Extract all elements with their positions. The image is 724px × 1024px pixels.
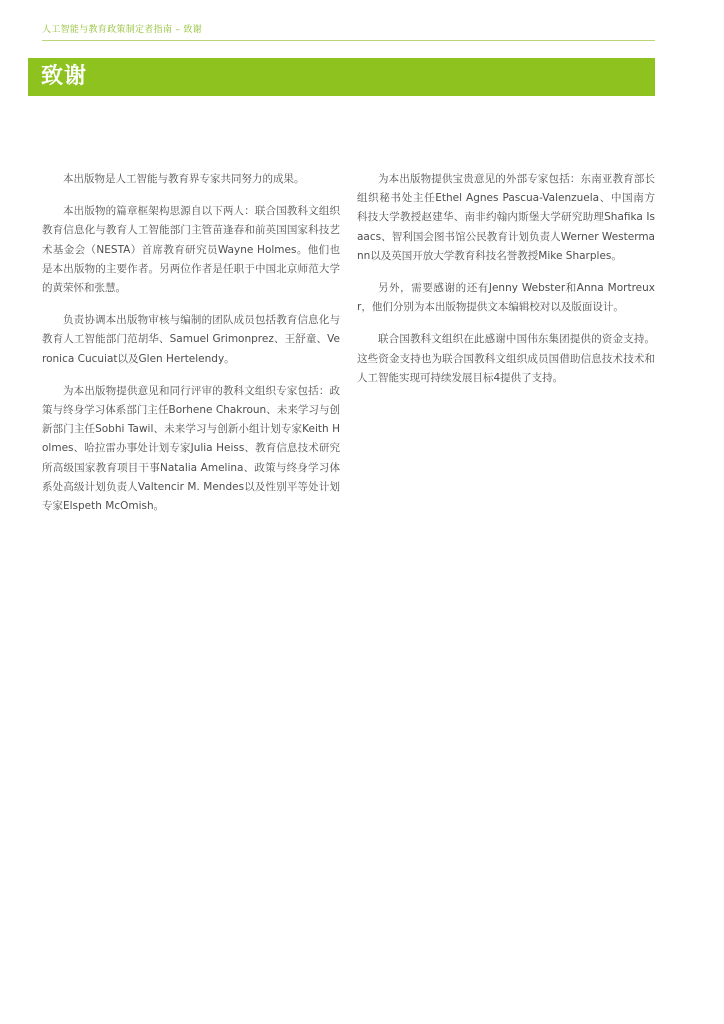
header-divider	[42, 40, 655, 41]
paragraph: 联合国教科文组织在此感谢中国伟东集团提供的资金支持。这些资金支持也为联合国教科文组织成员国借助信息技术技术和人工智能实现可持续发展目标4提供了支持。	[357, 333, 655, 384]
paragraph: 本出版物是人工智能与教育界专家共同努力的成果。	[63, 173, 305, 185]
paragraph: 为本出版物提供意见和同行评审的教科文组织专家包括：政策与终身学习体系部门主任Borhene Chakroun、未来学习与创新部门主任Sobhi Tawil、未来学习与创新小组计划专家Keith Holmes、哈拉雷办事处计划专家Julia Heiss、教育信息技术研究所高级国家教育项目干事Natalia Amelina、政策与终身学习体系处高级计划负责人Valtencir M. Mendes以及性别平等处计划专家Elspeth McOmish。	[42, 384, 340, 513]
title-banner	[28, 58, 655, 96]
left-column	[42, 170, 340, 529]
running-header: 人工智能与教育政策制定者指南 – 致谢	[42, 25, 202, 35]
paragraph: 负责协调本出版物审核与编制的团队成员包括教育信息化与教育人工智能部门范胡华、Samuel Grimonprez、王舒童、Veronica Cucuiat以及Glen Hertelendy。	[42, 314, 340, 365]
page-title: 致谢	[41, 64, 88, 89]
paragraph: 另外，需要感谢的还有Jenny Webster和Anna Mortreuxr，他们分别为本出版物提供文本编辑校对以及版面设计。	[357, 282, 655, 314]
paragraph: 本出版物的篇章框架构思源自以下两人：联合国教科文组织教育信息化与教育人工智能部门主管苗逢春和前英国国家科技艺术基金会（NESTA）首席教育研究员Wayne Holmes。他们也是本出版物的主要作者。另两位作者是任职于中国北京师范大学的黄荣怀和张慧。	[42, 205, 340, 295]
right-column	[357, 170, 655, 401]
paragraph: 为本出版物提供宝贵意见的外部专家包括：东南亚教育部长组织秘书处主任Ethel Agnes Pascua-Valenzuela、中国南方科技大学教授赵建华、南非约翰内斯堡大学研究助理Shafika Isaacs、智利国会图书馆公民教育计划负责人Werner Westermann以及英国开放大学教育科技名誉教授Mike Sharples。	[357, 173, 655, 262]
